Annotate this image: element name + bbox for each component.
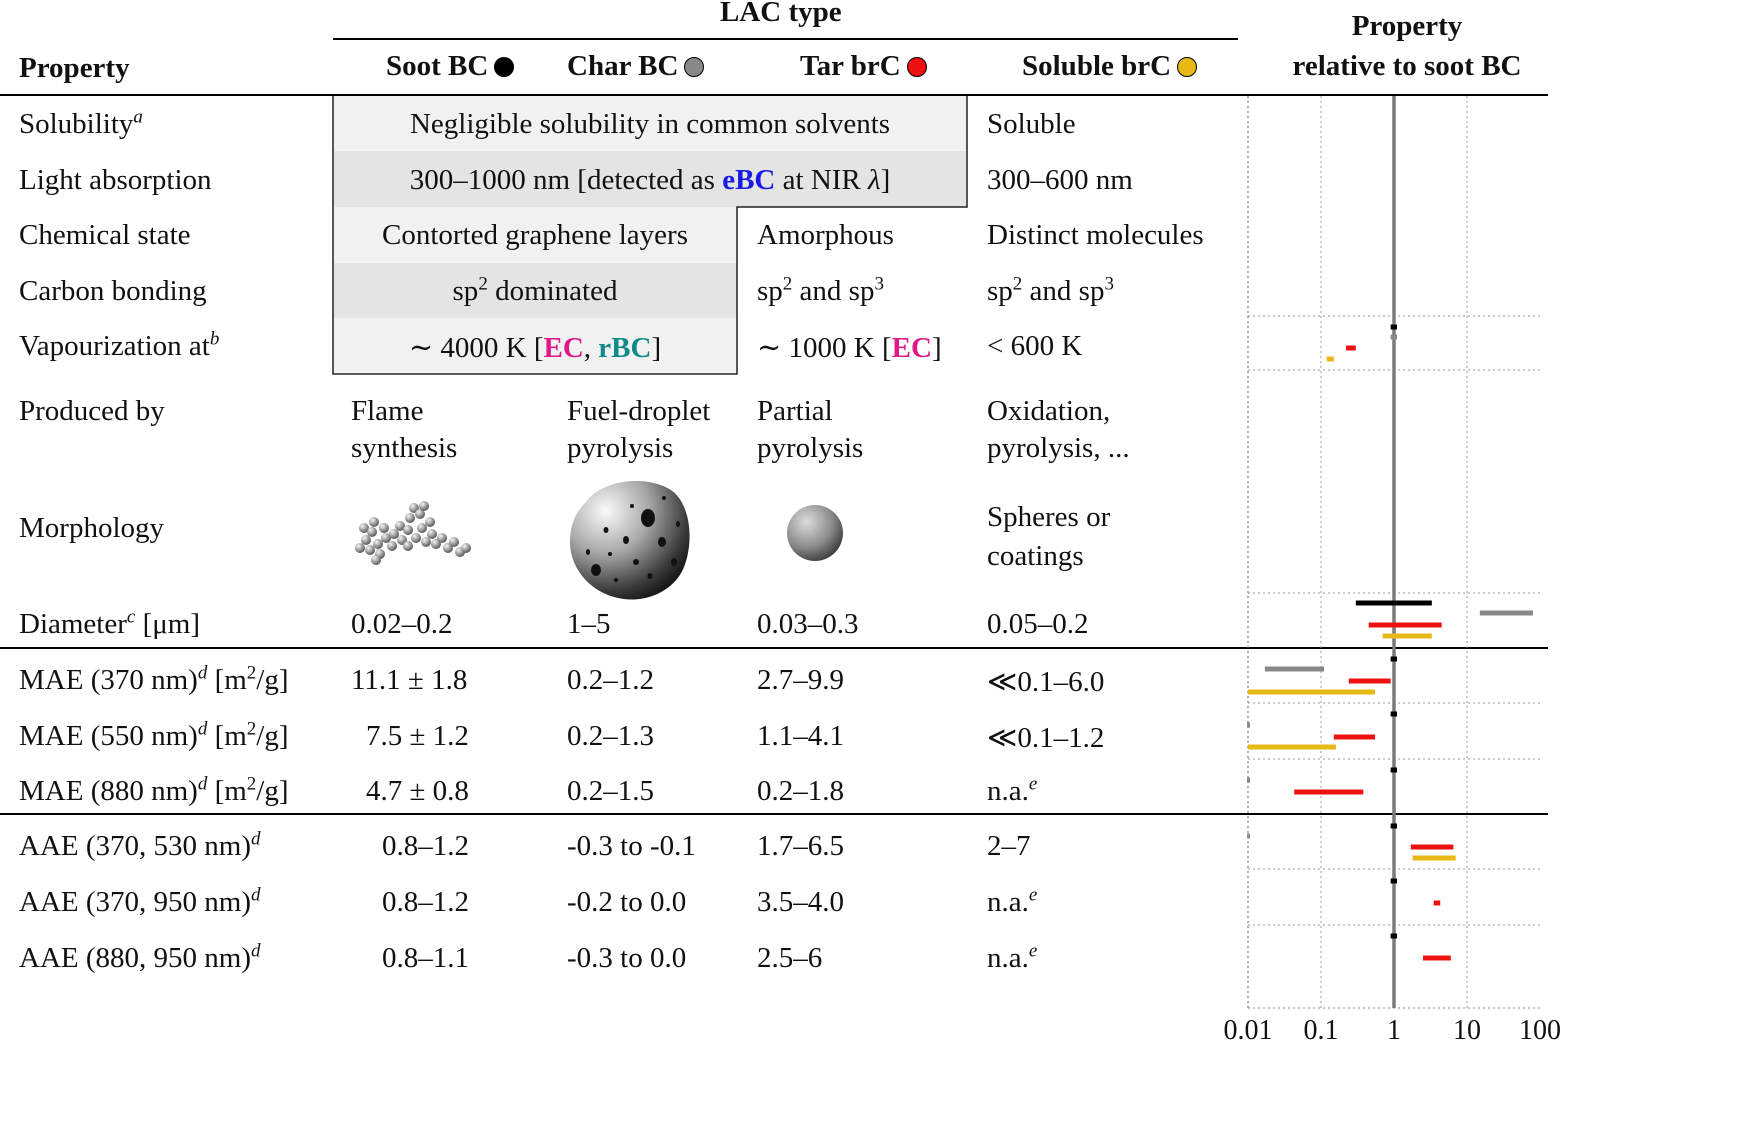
mae880-soluble: n.a.$^e$ — [987, 773, 1038, 807]
bonding-soluble: $sp^2$ and $sp^3$ — [987, 273, 1114, 307]
diameter-tar: 0.03–0.3 — [757, 608, 859, 640]
produced-soot-1: Flame — [351, 395, 424, 427]
chart-bar-tar-brc — [1434, 901, 1441, 906]
mae550-char: 0.2–1.3 — [567, 720, 654, 752]
chart-x-tick-label: 0.1 — [1303, 1015, 1339, 1046]
mae880-char: 0.2–1.5 — [567, 775, 654, 807]
chart-x-tick-label: 1 — [1387, 1015, 1401, 1046]
tar-brc-label: Tar brC — [800, 50, 901, 82]
aae1-char: -0.3 to -0.1 — [567, 830, 696, 862]
chart-bar-tar-brc — [1369, 623, 1442, 628]
chart-bar-char-bc — [1391, 335, 1397, 340]
chart-x-tick-label: 0.01 — [1223, 1015, 1273, 1046]
produced-tar-2: pyrolysis — [757, 432, 864, 464]
bonding-tar: $sp^2$ and $sp^3$ — [757, 273, 884, 307]
chart-bar-soot-bc — [1356, 601, 1432, 606]
produced-sol-2: pyrolysis, ... — [987, 432, 1130, 464]
aae2-soot: 0.8–1.2 — [382, 886, 469, 918]
absorption-shared: 300–1000 nm [detected as eBC at NIR λ] — [409, 164, 891, 196]
aae1-soluble: 2–7 — [987, 830, 1031, 862]
aae1-soot: 0.8–1.2 — [382, 830, 469, 862]
chart-bar-char-bc — [1480, 611, 1533, 616]
chart-bar-tar-brc — [1349, 679, 1391, 684]
vapour-shared: ∼ 4000 K [EC, rBC] — [408, 332, 662, 364]
vapour-tar: ∼ 1000 K [EC] — [757, 332, 942, 364]
chemical-soluble: Distinct molecules — [987, 219, 1204, 251]
mae880-label: MAE (880 nm)$^d$ $[m^2/g]$ — [19, 773, 289, 807]
mae370-char: 0.2–1.2 — [567, 664, 654, 696]
rbc-term: rBC — [598, 332, 652, 364]
morphology-sol-1: Spheres or — [987, 501, 1111, 533]
aae3-soot: 0.8–1.1 — [382, 942, 469, 974]
chart-x-tick-label: 100 — [1519, 1015, 1561, 1046]
aae3-char: -0.3 to 0.0 — [567, 942, 687, 974]
chart-bar-tar-brc — [1346, 346, 1356, 351]
chart-bar-soluble-brc — [1383, 634, 1432, 639]
produced-label: Produced by — [19, 395, 165, 427]
produced-char-2: pyrolysis — [567, 432, 674, 464]
aae3-soluble: n.a.$^e$ — [987, 940, 1038, 974]
mae550-soluble: ≪0.1–1.2 — [987, 722, 1105, 754]
mae880-soot: 4.7 ± 0.8 — [366, 775, 469, 807]
chart-bar-soot-bc — [1391, 325, 1397, 330]
diameter-soluble: 0.05–0.2 — [987, 608, 1089, 640]
aae3-tar: 2.5–6 — [757, 942, 823, 974]
soluble-brc-label: Soluble brC — [1022, 50, 1172, 82]
aae2-label: AAE (370, 950 nm)$^d$ — [19, 884, 261, 918]
chart-bar-soluble-brc — [1248, 690, 1375, 695]
chart-bar-soot-bc — [1391, 712, 1397, 717]
diameter-label: Diameter$^c$ [μm] — [19, 606, 200, 640]
diameter-char: 1–5 — [567, 608, 611, 640]
lac-type-header: LAC type — [720, 0, 842, 28]
vapour-label: Vapourization $at^b$ — [19, 328, 220, 362]
solubility-shared: Negligible solubility in common solvents — [409, 108, 891, 140]
mae550-soot: 7.5 ± 1.2 — [366, 720, 469, 752]
chart-bar-char-bc — [1247, 723, 1250, 728]
ec-term-tar: EC — [891, 332, 932, 364]
mae880-tar: 0.2–1.8 — [757, 775, 844, 807]
chart-bar-tar-brc — [1334, 735, 1375, 740]
chart-bar-soluble-brc — [1413, 856, 1456, 861]
ec-term: EC — [543, 332, 584, 364]
chart-bar-soot-bc — [1391, 657, 1397, 662]
chart-bar-soot-bc — [1391, 824, 1397, 829]
produced-soot-2: synthesis — [351, 432, 458, 464]
produced-tar-1: Partial — [757, 395, 833, 427]
aae2-char: -0.2 to 0.0 — [567, 886, 687, 918]
chemical-label: Chemical state — [19, 219, 191, 251]
aae2-tar: 3.5–4.0 — [757, 886, 844, 918]
chart-bar-soot-bc — [1391, 934, 1397, 939]
char-bc-label: Char BC — [567, 50, 679, 82]
bonding-label: Carbon bonding — [19, 275, 207, 307]
produced-sol-1: Oxidation, — [987, 395, 1111, 427]
chart-bar-tar-brc — [1411, 845, 1454, 850]
chemical-shared: Contorted graphene layers — [381, 219, 688, 251]
relative-header-line2: relative to soot BC — [1292, 50, 1522, 82]
vapour-soluble: < 600 K — [987, 330, 1083, 362]
chart-bar-soluble-brc — [1248, 745, 1336, 750]
soot-bc-label: Soot BC — [386, 50, 489, 82]
absorption-label: Light absorption — [19, 164, 212, 196]
chemical-tar: Amorphous — [757, 219, 894, 251]
chart-bar-soot-bc — [1391, 879, 1397, 884]
property-header: Property — [19, 52, 130, 84]
mae370-label: MAE (370 nm)$^d$ $[m^2/g]$ — [19, 662, 289, 696]
chart-bar-char-bc — [1247, 834, 1250, 839]
chart-bar-char-bc — [1265, 667, 1324, 672]
aae2-soluble: n.a.$^e$ — [987, 884, 1038, 918]
mae550-label: MAE (550 nm)$^d$ $[m^2/g]$ — [19, 718, 289, 752]
solubility-label: Solubility$^a$ — [19, 106, 143, 140]
chart-bar-soluble-brc — [1327, 357, 1334, 362]
produced-char-1: Fuel-droplet — [567, 395, 711, 427]
chart-bar-char-bc — [1247, 778, 1250, 783]
bonding-shared: $sp^2$ dominated — [452, 273, 618, 307]
chart-bar-tar-brc — [1294, 790, 1363, 795]
morphology-label: Morphology — [19, 512, 164, 544]
mae370-tar: 2.7–9.9 — [757, 664, 844, 696]
aae1-tar: 1.7–6.5 — [757, 830, 844, 862]
mae370-soluble: ≪0.1–6.0 — [987, 666, 1105, 698]
aae3-label: AAE (880, 950 nm)$^d$ — [19, 940, 261, 974]
chart-bar-tar-brc — [1423, 956, 1451, 961]
chart-bar-soot-bc — [1391, 768, 1397, 773]
aae1-label: AAE (370, 530 nm)$^d$ — [19, 828, 261, 862]
chart-x-tick-label: 10 — [1453, 1015, 1481, 1046]
relative-header-line1: Property — [1351, 10, 1463, 42]
ebc-term: eBC — [722, 164, 776, 196]
mae550-tar: 1.1–4.1 — [757, 720, 844, 752]
diameter-soot: 0.02–0.2 — [351, 608, 453, 640]
solubility-soluble: Soluble — [987, 108, 1076, 140]
morphology-sol-2: coatings — [987, 540, 1084, 572]
mae370-soot: 11.1 ± 1.8 — [351, 664, 468, 696]
absorption-soluble: 300–600 nm — [987, 164, 1133, 196]
